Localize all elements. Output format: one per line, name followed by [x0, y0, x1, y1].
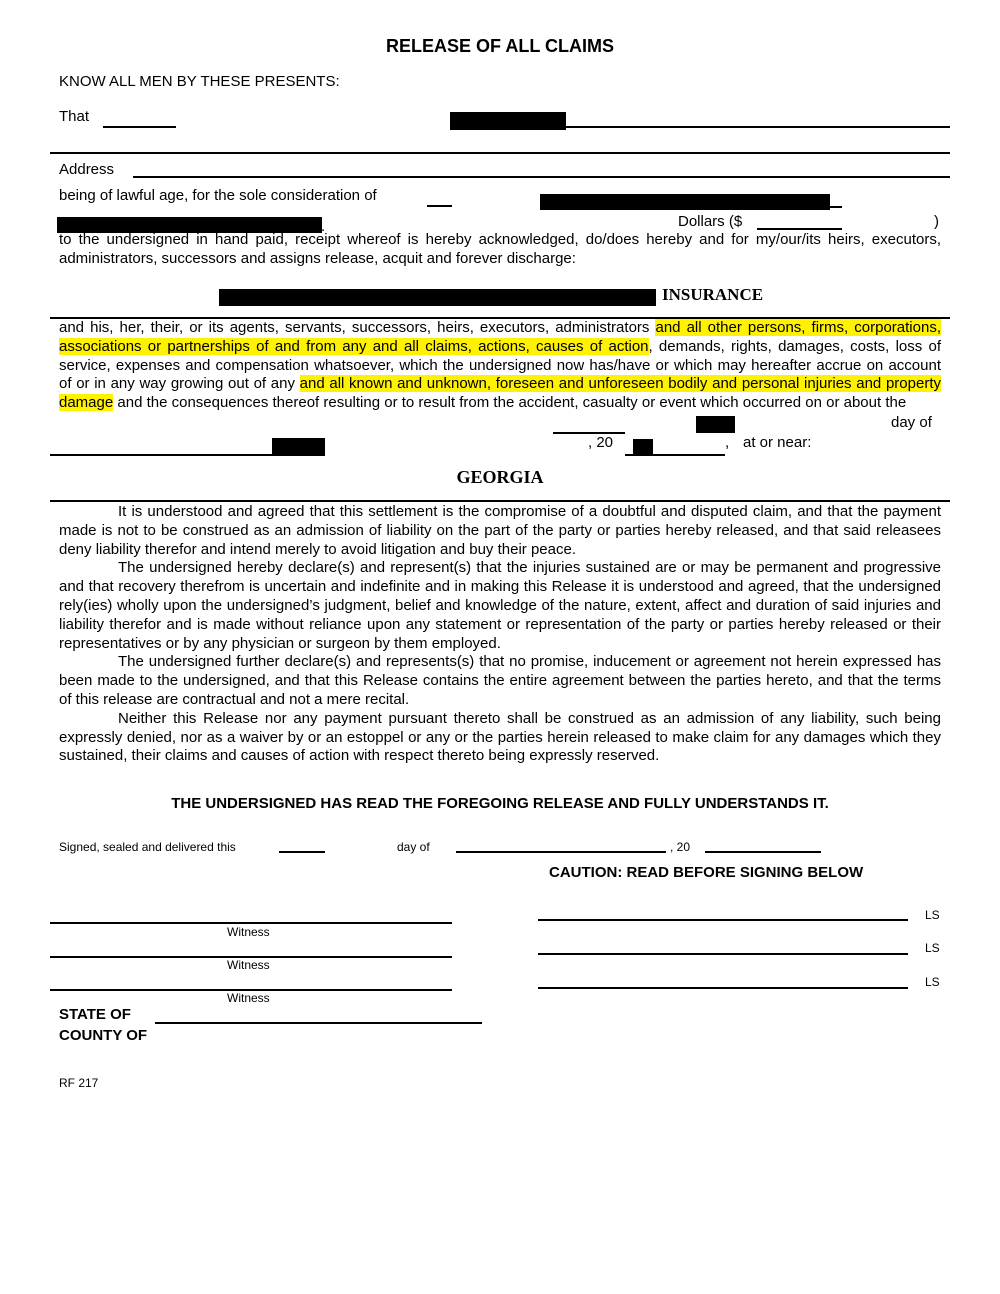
state-of-field[interactable]: [155, 1022, 482, 1024]
signed-month-field[interactable]: [456, 851, 666, 853]
year-blank-b[interactable]: [653, 454, 725, 456]
signed-day-field[interactable]: [279, 851, 325, 853]
year-blank-a[interactable]: [625, 454, 633, 456]
signed-day-of: day of: [397, 840, 430, 854]
insurance-label: INSURANCE: [662, 285, 764, 304]
county-of-label: COUNTY OF: [59, 1027, 148, 1044]
location-rule: [50, 500, 950, 502]
redaction-insurer: [219, 289, 656, 306]
paragraph-injuries: The undersigned hereby declare(s) and represent(s) that the injuries sustained are or may be permanent and progressive and that recovery therefrom is uncertain and indefinite and in making this Release it is understood and agreed, that the undersigned rely(ies) wholly upon the undersigned’s judgment, belief and knowledge of the nature, extent, affect and duration of said injuries and liability therefor and is made without reliance upon any statement or representation of the party or parties hereby released or their representatives or by any physician or surgeon by them employed.: [59, 559, 941, 652]
release-paragraph: [59, 319, 941, 413]
paragraph-settlement: It is understood and agreed that this settlement is the compromise of a doubtful and disputed claim, and that the payment made is not to be construed as an admission of liability on the part of the party or parties hereby released, and that said releasees deny liability therefor and intend merely to avoid litigation and buy their peace.: [59, 503, 941, 558]
redaction-amount-words: [540, 194, 830, 210]
signer-line-3[interactable]: [538, 987, 908, 989]
at-or-near-label: at or near:: [743, 434, 812, 451]
that-blank-long[interactable]: [566, 126, 950, 128]
consideration-text: being of lawful age, for the sole consideration of: [59, 187, 377, 204]
signer-line-2[interactable]: [538, 953, 908, 955]
signed-text: Signed, sealed and delivered this: [59, 840, 236, 854]
redaction-month: [272, 438, 325, 456]
address-label: Address: [59, 161, 115, 178]
witness-label-1: Witness: [227, 925, 270, 939]
witness-label-3: Witness: [227, 991, 270, 1005]
paragraph-no-promise: The undersigned further declare(s) and represents(s) that no promise, inducement or agreement not herein expressed has been made to the undersigned, and that this Release contains the entire agreement between the parties hereto, and that the terms of this release are contractual and not a mere recital.: [59, 653, 941, 708]
release-text-3: and the consequences thereof resulting or to result from the accident, casualty or event which occurred on or about the: [113, 394, 907, 412]
dollars-field[interactable]: [757, 228, 842, 230]
highlight-persons: and all other persons, firms, corporations, associations or partnerships of and from any and all claims, actions, causes of action: [59, 319, 941, 355]
body-paragraphs: [59, 503, 941, 766]
address-field[interactable]: [133, 176, 950, 178]
that-label: That: [59, 108, 90, 125]
ls-label-2: LS: [925, 941, 940, 955]
document-title: RELEASE OF ALL CLAIMS: [385, 36, 614, 56]
form-number: RF 217: [59, 1076, 99, 1090]
release-text-1: and his, her, their, or its agents, servants, successors, heirs, executors, administrators: [59, 319, 656, 336]
release-text-2: , demands, rights, damages, costs, loss of service, expenses and compensation whatsoever, which the undersigned now has/have or which may hereafter accrue on account of or in any way growing out of any: [59, 337, 941, 393]
ls-label-1: LS: [925, 908, 940, 922]
name-rule: [50, 152, 950, 154]
witness-label-2: Witness: [227, 958, 270, 972]
year-prefix: , 20: [588, 434, 614, 451]
consideration-blank-end[interactable]: [830, 206, 842, 208]
that-blank-short[interactable]: [103, 126, 176, 128]
consideration-blank[interactable]: [427, 205, 452, 207]
signed-year-field[interactable]: [705, 851, 821, 853]
highlight-injuries: and all known and unknown, foreseen and unforeseen bodily and personal injuries and property damage: [59, 375, 941, 412]
redaction-day: [696, 416, 735, 433]
know-all-text: KNOW ALL MEN BY THESE PRESENTS:: [59, 73, 340, 90]
comma: ,: [725, 434, 730, 451]
signed-year: , 20: [670, 840, 691, 854]
month-field[interactable]: [50, 454, 272, 456]
redaction-year: [633, 439, 653, 456]
caution-text: CAUTION: READ BEFORE SIGNING BELOW: [549, 864, 864, 881]
dollars-label: Dollars ($: [678, 213, 743, 230]
receipt-text: to the undersigned in hand paid, receipt whereof is hereby acknowledged, do/does hereby and for my/our/its heirs, executors, administrators, successors and assigns release, acquit and forever discharge:: [59, 231, 941, 267]
acknowledgment: THE UNDERSIGNED HAS READ THE FOREGOING RELEASE AND FULLY UNDERSTANDS IT.: [171, 795, 829, 812]
witness-signature-1[interactable]: [50, 922, 452, 924]
state-of-label: STATE OF: [59, 1006, 131, 1023]
day-of-label: day of: [891, 414, 932, 431]
signer-line-1[interactable]: [538, 919, 908, 921]
ls-label-3: LS: [925, 975, 940, 989]
period-mark: .: [321, 218, 326, 235]
state-name: GEORGIA: [456, 467, 544, 487]
redaction-name: [450, 112, 566, 130]
paragraph-no-admission: Neither this Release nor any payment pursuant thereto shall be construed as an admission of any liability, such being expressly denied, nor as a waiver by or an estoppel or any or the parties herein released to make claim for any damages which they sustained, their claims and causes of action with respect thereto being expressly reserved.: [59, 709, 941, 765]
dollars-close: ): [934, 213, 939, 230]
